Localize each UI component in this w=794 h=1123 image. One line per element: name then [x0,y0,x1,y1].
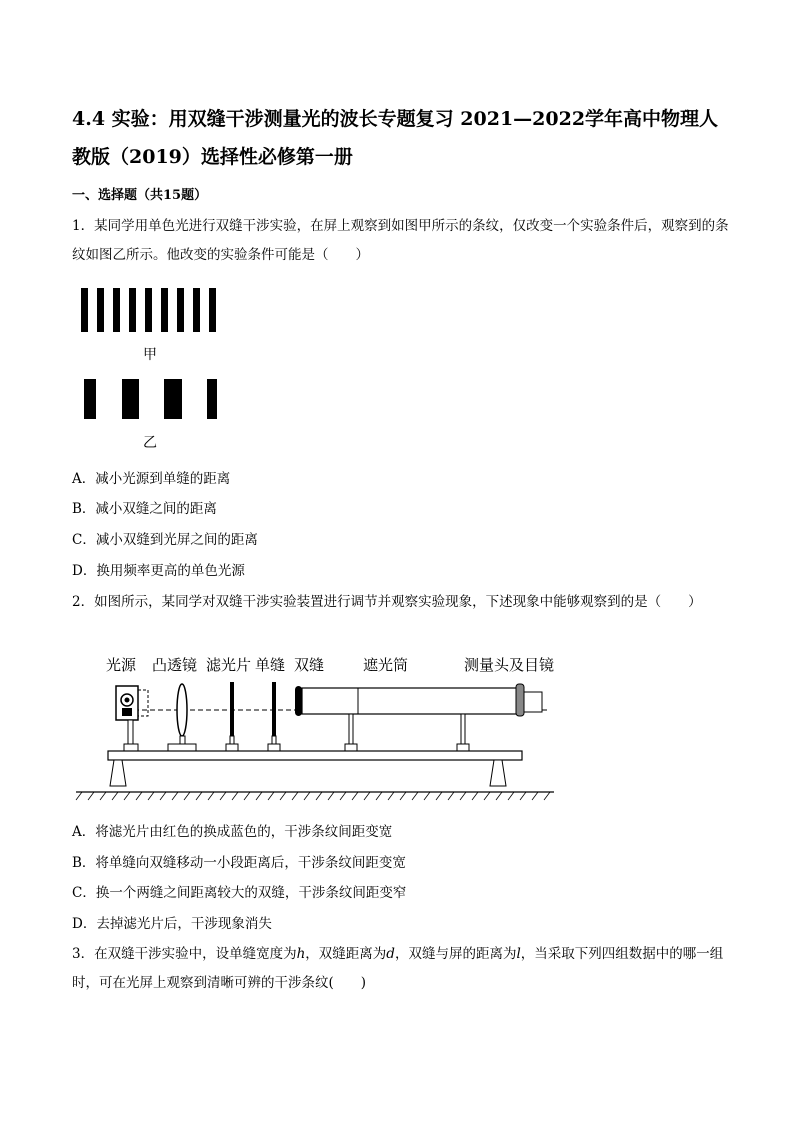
label-light-source: 光源 [106,656,137,674]
fringe-bar [145,288,152,332]
q2-option-c: C．换一个两缝之间距离较大的双缝，干涉条纹间距变窄 [72,885,407,901]
fringe-bar [129,288,136,332]
stand [180,736,185,744]
single-slit [272,682,276,736]
figure-label-jia: 甲 [143,347,157,363]
stand-foot [345,744,357,751]
q1-stem: 1．某同学用单色光进行双缝干涉实验，在屏上观察到如图甲所示的条纹，仅改变一个实验条件后，观察到的条纹如图乙所示。他改变的实验条件可能是（ ） [72,218,729,263]
bench-leg [110,760,126,786]
fringe-bar [81,288,88,332]
bench-leg [490,760,506,786]
fringe-bar [122,379,139,419]
stand [461,714,465,744]
stand-foot [168,744,196,751]
light-source-base [122,708,132,716]
label-shade-tube: 遮光筒 [363,656,409,674]
double-slit [295,686,302,716]
fringe-bar [161,288,168,332]
variable-d: d [386,946,395,962]
q2-stem: 2．如图所示，某同学对双缝干涉实验装置进行调节并观察实验现象，下述现象中能够观察到的是（ ） [72,594,702,610]
stand [128,720,133,744]
q3-stem [72,940,732,998]
apparatus-figure [72,648,572,808]
light-source-frame [138,690,148,716]
shade-tube [302,688,520,714]
ground-hatching [76,792,550,800]
variable-l: l [516,946,521,962]
q1-option-a: A．减小光源到单缝的距离 [72,471,231,487]
q3-text-3: ，双缝与屏的距离为 [394,946,517,962]
q1-option-c: C．减小双缝到光屏之间的距离 [72,532,258,548]
label-convex-lens: 凸透镜 [152,656,198,674]
fringe-bar [113,288,120,332]
convex-lens [177,684,187,736]
document-title: 4.4 实验：用双缝干涉测量光的波长专题复习 2021—2022学年高中物理人教版（2019）选择性必修第一册 [72,108,719,168]
label-measuring-head: 测量头及目镜 [464,656,555,674]
q3-text-4: ，当采取下列四组数据中的哪一组时，可在光屏上观察到清晰可辨的干涉条纹( ) [72,946,724,991]
fringe-bar [177,288,184,332]
q2-option-a: A．将滤光片由红色的换成蓝色的，干涉条纹间距变宽 [72,824,393,840]
eyepiece-ring [516,684,524,716]
label-single-slit: 单缝 [255,656,286,674]
label-filter: 滤光片 [206,656,252,674]
q3-text-2: ，双缝距离为 [305,946,387,962]
fringe-bar [209,288,216,332]
fringe-bar [207,379,217,419]
label-double-slit: 双缝 [294,656,325,674]
stand-foot [457,744,469,751]
q1-option-d: D．换用频率更高的单色光源 [72,563,245,579]
fringe-pattern-yi [78,377,223,421]
q1-option-b: B．减小双缝之间的距离 [72,501,217,517]
stand-foot [268,744,280,751]
variable-h: h [296,946,306,962]
apparatus-drawing [72,648,572,808]
fringe-bar [193,288,200,332]
stand [349,714,353,744]
optical-bench [108,751,522,760]
fringe-bar [84,379,96,419]
fringe-pattern-jia [78,286,223,334]
measuring-head [524,692,542,712]
fringe-bar [97,288,104,332]
figure-label-yi: 乙 [143,435,157,451]
q3-text-1: 3．在双缝干涉实验中，设单缝宽度为 [72,946,297,962]
stand-foot [226,744,238,751]
fringe-bar [164,379,182,419]
stand-foot [124,744,138,751]
bulb-center [125,698,130,703]
section-heading: 一、选择题（共15题） [72,188,208,203]
filter [230,682,234,736]
q2-option-d: D．去掉滤光片后，干涉现象消失 [72,916,272,932]
q2-option-b: B．将单缝向双缝移动一小段距离后，干涉条纹间距变宽 [72,855,406,871]
